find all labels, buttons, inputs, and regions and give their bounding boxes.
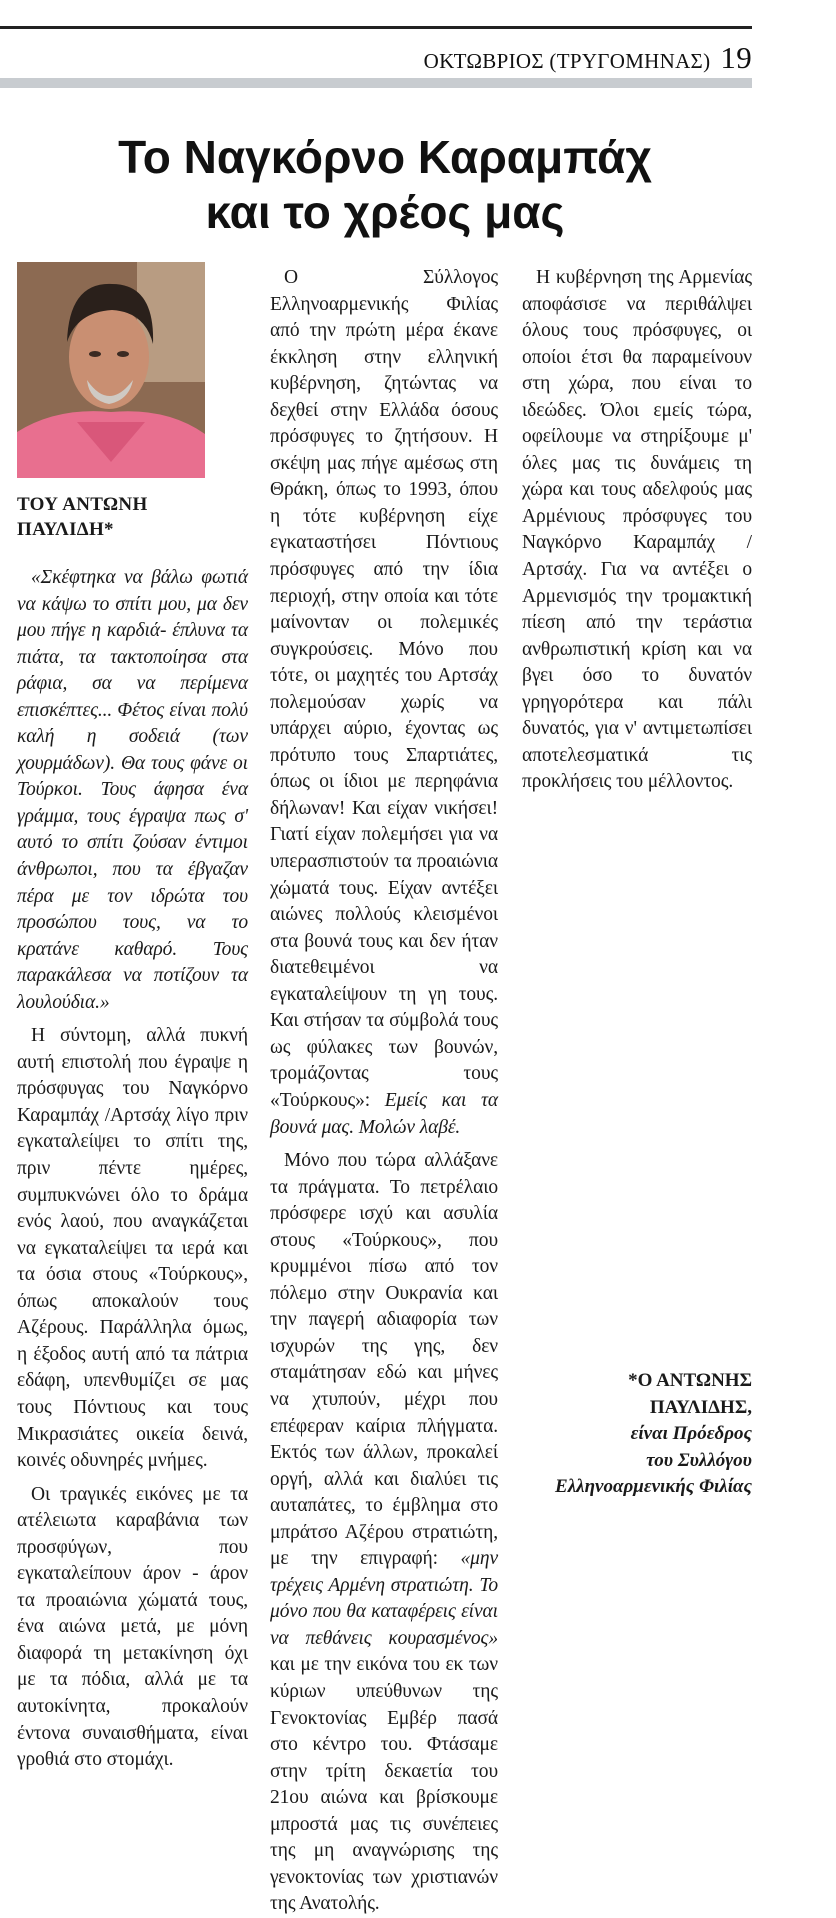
paragraph-4-inscription: «μην τρέχεις Αρμένη στρατιώτη. Το μόνο που θα καταφέρεις είναι να πεθάνεις κουρασμένος» — [270, 1548, 498, 1649]
header-band — [0, 78, 752, 88]
paragraph-3-motto: Εμείς και τα βουνά μας. Μολών λαβέ. — [270, 1089, 498, 1138]
column-2 — [270, 258, 498, 1918]
paragraph-4-text: Μόνο που τώρα αλλάξανε τα πράγματα. Το πετρέλαιο πρόσφερε ισχύ και ασυλία στους «Τούρκους», που κρυμμένοι πίσω από τον πόλεμο στην Ουκρανία και την παγερή αδιαφορία των ισχυρών της γης, δεν σταμάτησαν εδώ και μήνες να χτυπούν, μέχρι που επέφεραν καίρια πλήγματα. Εκτός των άλλων, προκαλεί οργή, αλλά και διαλύει τις αυταπάτες, το έμβλημα στο μπράτσο Αζέρου στρατιώτη, με την επιγραφή: — [270, 1150, 498, 1570]
opening-quote: «Σκέφτηκα να βάλω φωτιά να κάψω το σπίτι μου, μα δεν μου πήγε η καρδιά- έπλυνα τα πιάτα, τα τακτοποίησα στα ράφια, σα να περίμενα επισκέπτες... Φέτος είναι πολύ καλή η σοδειά (των χουρμάδων). Θα τους φάνε οι Τούρκοι. Τους άφησα ένα γράμμα, τους έγραψα πως σ' αυτό το σπίτι ζούσαν έντιμοι άνθρωποι, που τα έβγαζαν πέρα με τον ιδρώτα του προσώπου τους, να το κρατάνε καθαρό. Τους παρακάλεσα να ποτίζουν τα λουλούδια.» — [17, 567, 248, 1013]
paragraph-4 — [270, 1148, 498, 1918]
paragraph-3 — [270, 265, 498, 1141]
header-month: ΟΚΤΩΒΡΙΟΣ (ΤΡΥΓΟΜΗΝΑΣ) — [423, 49, 711, 73]
author-portrait-image — [17, 262, 205, 478]
byline — [17, 492, 242, 542]
page-header — [424, 40, 752, 76]
title-line-1: Το Ναγκόρνο Καραμπάχ — [118, 131, 652, 183]
signoff-role-3: Ελληνοαρμενικής Φιλίας — [555, 1476, 752, 1497]
byline-line-1: ΤΟΥ ΑΝΤΩΝΗ — [17, 494, 148, 515]
author-signoff — [522, 1368, 752, 1501]
paragraph-3-text: Ο Σύλλογος Ελληνοαρμενικής Φιλίας από την πρώτη μέρα έκανε έκκληση στην ελληνική κυβέρνηση, ζητώντας να δεχθεί στην Ελλάδα όσους πρόσφυγες το ζητήσουν. Η σκέψη μας πήγε αμέσως στη Θράκη, όπως το 1993, όπου η τότε κυβέρνηση είχε εγκαταστήσει Πόντιους πρόσφυγες από την ίδια περιοχή, στην οποία και τότε μαίνονταν οι πολεμικές συγκρούσεις. Μόνο που τότε, οι μαχητές του Αρτσάχ πολεμούσαν χωρίς να υπάρχει αύριο, έχοντας ως πρότυπο τους Σπαρτιάτες, όπως οι ίδιοι με περηφάνια δήλωναν! Και είχαν νικήσει! Γιατί είχαν πολεμήσει για να υπερασπιστούν τα προαιώνια χώματά τους. Είχαν αντέξει αιώνες πολλούς κλεισμένοι στα βουνά τους και δεν ήταν διατεθειμένοι να εγκαταλείψουν τη γη τους. Και στήσαν τα σύμβολά τους ως φύλακες των βουνών, τρομάζοντας τους «Τούρκους»: — [270, 267, 498, 1111]
title-line-2: και το χρέος μας — [205, 186, 565, 238]
paragraph-2-text: Οι τραγικές εικόνες με τα ατέλειωτα καραβάνια των προσφύγων, που εγκαταλείπουν άρον - άρον τα προαιώνια χώματά τους, ένα αιώνα μετά, με μόνη διαφορά τη μετακίνηση όχι με τα πόδια, αλλά με τα αυτοκίνητα, προκαλούν έντονα συναισθήματα, είναι γροθιά στο στομάχι. — [17, 1483, 248, 1771]
page-number: 19 — [720, 40, 752, 75]
article-title — [0, 130, 770, 240]
paragraph-2 — [17, 1482, 248, 1774]
column-1 — [17, 565, 248, 1774]
paragraph-4-end: και με την εικόνα του εκ των κύριων υπεύθυνων της Γενοκτονίας Εμβέρ πασά στο κέντρο του. Φτάσαμε στην τρίτη δεκαετία του 21ου αιώνα και βρίσκουμε μπροστά μας τις συνέπειες της μη αναγνώρισης της γενοκτονίας των χριστιανών της Ανατολής. — [270, 1654, 498, 1915]
paragraph-5: Η κυβέρνηση της Αρμενίας αποφάσισε να περιθάλψει όλους τους πρόσφυγες, οι οποίοι έτσι θα παραμείνουν στη χώρα, που είναι το ιδεώδες. Όλοι εμείς τώρα, οφείλουμε να στηρίξουμε μ' όλες μας τις δυνάμεις τη χώρα και τους αδελφούς μας Αρμένιους πρόσφυγες του Ναγκόρνο Καραμπάχ / Αρτσάχ. Για να αντέξει ο Αρμενισμός την τρομακτική πίεση από την τεράστια ανθρωπιστική κρίση και να βγει όσο το δυνατόν γρηγορότερα και πάλι δυνατός, για ν' αντιμετωπίσει αποτελεσματικά τις προκλήσεις του μέλλοντος. — [522, 267, 752, 793]
paragraph-1: Η σύντομη, αλλά πυκνή αυτή επιστολή που έγραψε η πρόσφυγας του Ναγκόρνο Καραμπάχ /Αρτσάχ λίγο πριν εγκαταλείψει το σπίτι της, πριν πέντε ημέρες, συμπυκνώνει όλο το δράμα ενός λαού, που αναγκάζεται να εγκαταλείψει τα ιερά και τα όσια στους «Τούρκους», όπως αποκαλούν τους Αζέρους. Παράλληλα όμως, η έξοδος αυτή από τα πάτρια εδάφη, υπενθυμίζει σε μας τους Πόντιους και τους Μικρασιάτες οικεία δεινά, κοινές οδυνηρές μνήμες. — [17, 1025, 248, 1472]
signoff-name: *Ο ΑΝΤΩΝΗΣ ΠΑΥΛΙΔΗΣ, — [628, 1370, 752, 1418]
signoff-role-2: του Συλλόγου — [646, 1449, 752, 1471]
byline-line-2: ΠΑΥΛΙΔΗ* — [17, 519, 114, 540]
author-photo — [17, 262, 205, 478]
signoff-role-1: είναι Πρόεδρος — [630, 1423, 752, 1444]
top-rule — [0, 26, 752, 29]
column-3 — [522, 258, 752, 796]
